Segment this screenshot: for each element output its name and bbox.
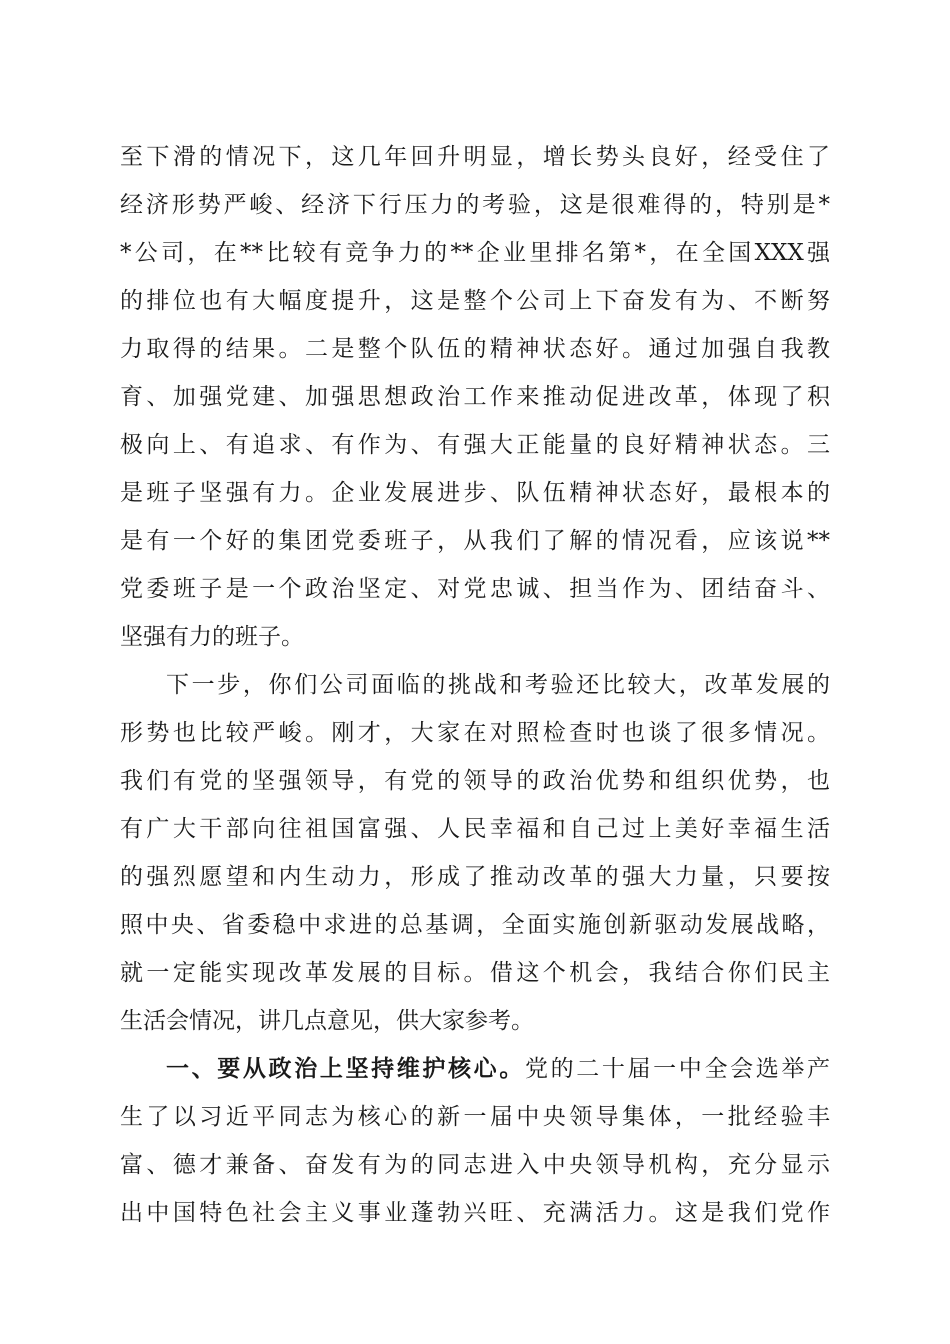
p1-line-8: 是班子坚强有力。企业发展进步、队伍精神状态好，最根本的 [120, 480, 830, 506]
p1-line-11: 坚强有力的班子。 [120, 624, 304, 650]
p1-line-3: *公司，在**比较有竞争力的**企业里排名第*，在全国XXX强 [120, 240, 830, 266]
p3-line-2: 生了以习近平同志为核心的新一届中央领导集体，一批经验丰 [120, 1104, 830, 1130]
p1-line-5: 力取得的结果。二是整个队伍的精神状态好。通过加强自我教 [120, 336, 830, 362]
p1-line-2: 经济形势严峻、经济下行压力的考验，这是很难得的，特别是* [120, 192, 830, 218]
p2-line-4: 有广大干部向往祖国富强、人民幸福和自己过上美好幸福生活 [120, 816, 830, 842]
p2-line-5: 的强烈愿望和内生动力，形成了推动改革的强大力量，只要按 [120, 864, 830, 890]
p2-line-3: 我们有党的坚强领导，有党的领导的政治优势和组织优势，也 [120, 768, 830, 794]
p1-line-4: 的排位也有大幅度提升，这是整个公司上下奋发有为、不断努 [120, 288, 830, 314]
p3-line-4: 出中国特色社会主义事业蓬勃兴旺、充满活力。这是我们党作 [120, 1200, 830, 1226]
p1-line-1: 至下滑的情况下，这几年回升明显，增长势头良好，经受住了 [120, 144, 830, 170]
p3-line-1 [166, 1049, 830, 1089]
p3-line-3: 富、德才兼备、奋发有为的同志进入中央领导机构，充分显示 [120, 1152, 830, 1178]
p1-line-7: 极向上、有追求、有作为、有强大正能量的良好精神状态。三 [120, 432, 830, 458]
p1-line-10: 党委班子是一个政治坚定、对党忠诚、担当作为、团结奋斗、 [120, 576, 830, 602]
p2-line-8: 生活会情况，讲几点意见，供大家参考。 [120, 1008, 534, 1034]
p2-line-1: 下一步，你们公司面临的挑战和考验还比较大，改革发展的 [166, 672, 830, 698]
p1-line-9: 是有一个好的集团党委班子，从我们了解的情况看，应该说** [120, 528, 830, 554]
p2-line-7: 就一定能实现改革发展的目标。借这个机会，我结合你们民主 [120, 960, 830, 986]
p2-line-2: 形势也比较严峻。刚才，大家在对照检查时也谈了很多情况。 [120, 720, 830, 746]
p1-line-6: 育、加强党建、加强思想政治工作来推动促进改革，体现了积 [120, 384, 830, 410]
section-heading: 一、要从政治上坚持维护核心。 [166, 1056, 525, 1082]
p3-line-1-rest: 党的二十届一中全会选举产 [524, 1056, 830, 1082]
p2-line-6: 照中央、省委稳中求进的总基调，全面实施创新驱动发展战略， [120, 912, 830, 938]
